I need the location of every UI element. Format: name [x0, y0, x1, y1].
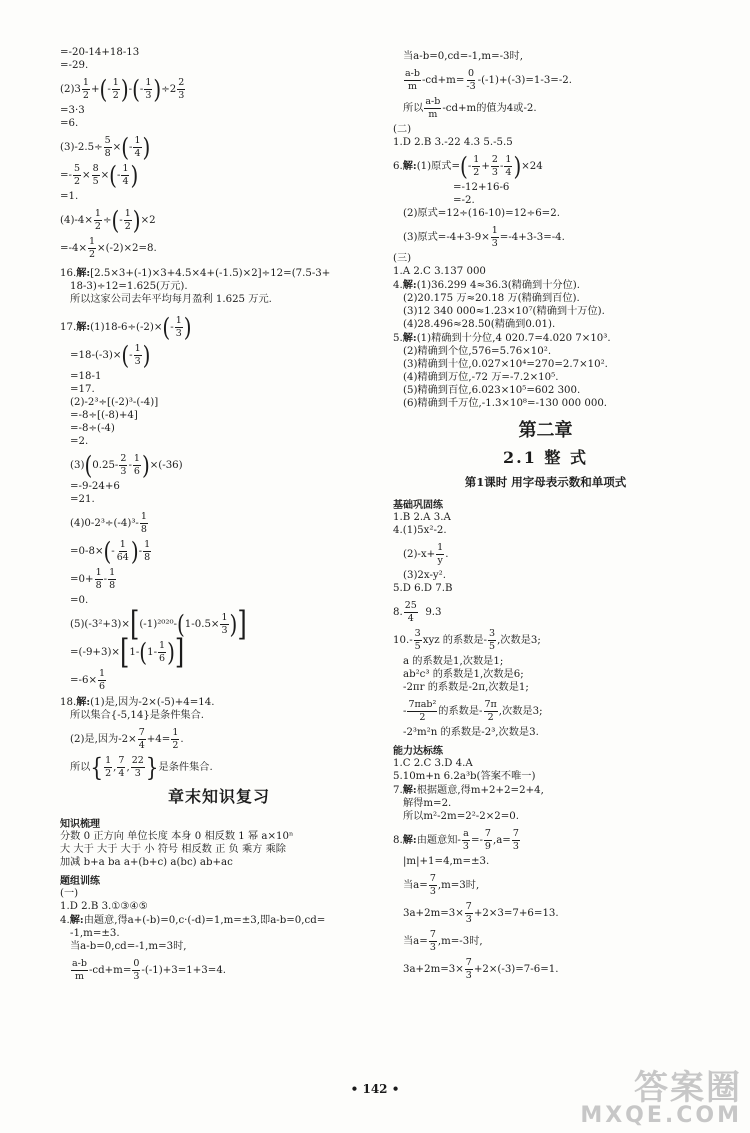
text: ×: [100, 170, 110, 181]
text: (1)是,因为-2×(-5)+4=14.: [90, 697, 215, 708]
text: -cd+m=: [421, 75, 465, 86]
solution-line: [393, 930, 698, 952]
solution-line: =1.: [60, 191, 79, 202]
text: -2.: [433, 525, 447, 536]
solution-line: =0.: [70, 595, 89, 606]
text: -: [103, 574, 108, 585]
page-number: • 142 •: [350, 1082, 400, 1096]
text: =-6×: [70, 675, 97, 686]
text: -: [129, 142, 133, 153]
solution-line: (4)-4× $\frac{1}{2}$ ÷(- $\frac{1}{2}$ )×2: [60, 205, 156, 235]
text: -: [170, 322, 174, 333]
solution-label: 解:: [402, 279, 417, 291]
solution-line: 所以m²-2m=2²-2×2=0.: [403, 811, 520, 822]
fraction: $\frac{1}{6}$: [99, 668, 106, 692]
solution-line: (2)是,因为-2× $\frac{7}{4}$ +4= $\frac{1}{2}$ .: [70, 727, 184, 751]
fraction: $\frac{1}{6}$: [133, 453, 140, 477]
solution-line: [60, 669, 378, 691]
solution-line: -2³m²n 的系数是-2³,次数是3.: [403, 727, 539, 738]
solution-line: [393, 902, 698, 924]
fraction: $\frac{1}{4}$: [505, 154, 512, 178]
text: ×: [112, 142, 122, 153]
section-heading: 2.1 整 式: [503, 448, 588, 467]
text: 1-: [129, 647, 140, 658]
group-label: (一): [60, 888, 79, 899]
solution-line: =-29.: [60, 60, 89, 71]
text: (1)原式=: [416, 161, 461, 172]
question-number: 16.: [60, 268, 77, 279]
solution-line: =-9-24+6: [70, 481, 120, 492]
question-6: 6.解:(1)原式=(- $\frac{1}{2}$ + $\frac{2}{3}$ - $\frac{1}{4}$ )×24: [393, 151, 543, 181]
solution-line: =3·3: [60, 105, 85, 116]
answer-line: 1.B 2.A 3.A: [393, 512, 451, 523]
fraction: $\frac{\text{7πab²}}{2}$: [408, 699, 437, 723]
solution-line: 当a-b=0,cd=-1,m=3时,: [70, 941, 187, 952]
solution-line: (5)(-3²+3)×[(-1)²⁰²⁰-(1-0.5× $\frac{1}{3}$ )]: [70, 604, 247, 644]
text: +2×3=7+6=13.: [473, 908, 559, 919]
text: ,a=: [492, 835, 511, 846]
solution-label: 解:: [76, 696, 91, 708]
fraction: $\frac{a-b}{m}$: [405, 68, 420, 92]
solution-line: (2)-2³÷[(-2)³-(-4)]: [70, 397, 159, 408]
fraction: $\frac{7\pi}{2}$: [484, 699, 497, 723]
fraction: $\frac{7}{3}$: [465, 957, 472, 981]
text: (-1)²⁰²⁰-: [139, 619, 177, 630]
text: [2.5×3+(-1)×3+4.5×4+(-1.5)×2]÷12=(7.5-3+: [90, 268, 331, 279]
fraction: $\frac{7}{3}$: [429, 873, 436, 897]
question-18: [60, 696, 378, 709]
watermark-text: 答案圈: [634, 1068, 742, 1108]
solution-label: 解:: [402, 784, 417, 796]
answer-line: [393, 525, 698, 537]
text: 由题意,得a+(-b)=0,c·(-d)=1,m=±3,即a-b=0,cd=: [83, 915, 326, 926]
fraction: $\frac{7}{4}$: [138, 727, 145, 751]
fraction: $\frac{1}{8}$: [109, 567, 116, 591]
right-column: [393, 50, 698, 985]
text: (3): [70, 460, 85, 471]
fraction: $\frac{0}{3}$: [133, 958, 140, 982]
text: (1)精确到十分位,4 020.7=4.020 7×10³.: [416, 333, 611, 344]
fraction: $\frac{7}{3}$: [465, 901, 472, 925]
solution-line: =- $\frac{5}{2}$ × $\frac{8}{5}$ ×(- $\frac{1}{4}$ ): [60, 160, 139, 190]
lesson-heading: 第1课时 用字母表示数和单项式: [464, 475, 627, 489]
fraction: $\frac{1}{6}$: [159, 640, 166, 664]
text: 0.25-: [92, 460, 119, 471]
solution-line: 所以{ $\frac{1}{2}$ , $\frac{7}{4}$ , $\frac{22}{3}$ }是条件集合.: [70, 752, 213, 782]
solution-line: =-8÷(-4): [70, 423, 115, 434]
fraction: $\frac{1}{8}$: [144, 539, 151, 563]
text: -: [403, 706, 407, 717]
fraction: $\frac{1}{3}$: [175, 315, 182, 339]
text: 1-0.5×: [184, 619, 220, 630]
solution-line: 18-3)÷12=1.625(万元).: [70, 281, 188, 292]
text: (5)(-3²+3)×: [70, 619, 130, 630]
watermark-logo: [580, 1068, 742, 1128]
text: ÷: [102, 215, 112, 226]
group-label: (三): [393, 253, 412, 264]
question-5: [393, 332, 698, 345]
solution-label: 解:: [76, 267, 91, 279]
answer-line: 1.D 2.B 3.-22 4.3 5.-5.5: [393, 137, 513, 148]
text: 当a=: [403, 936, 428, 947]
fraction: $\frac{3}{5}$: [414, 628, 421, 652]
fraction: $\frac{1}{64}$: [116, 539, 129, 563]
text: ,次数是3;: [498, 706, 543, 717]
answer-line: (3)2x-y².: [403, 570, 446, 581]
text: +: [481, 161, 490, 172]
solution-line: |m|+1=4,m=±3.: [403, 856, 490, 867]
question-number: 18.: [60, 697, 77, 708]
text: ,m=-3时,: [437, 936, 483, 947]
text: -(-1)+3=1+3=4.: [141, 965, 227, 976]
fraction: $\frac{2}{3}$: [178, 77, 185, 101]
review-heading: 章末知识复习: [167, 787, 270, 806]
watermark-url: MXQE.COM: [580, 1103, 742, 1128]
solution-line: =21.: [70, 494, 95, 505]
solution-line: [60, 959, 378, 981]
text: -cd+m=: [88, 965, 132, 976]
subsection-heading: 能力达标练: [393, 746, 443, 757]
answer-line: [393, 601, 698, 623]
text: =0-8×: [70, 546, 104, 557]
text: (3)-2.5÷: [60, 142, 103, 153]
text: (1)36.299 4≈36.3(精确到十分位).: [416, 280, 581, 291]
solution-line: (4)精确到万位,-72 万=-7.2×10⁵.: [403, 372, 559, 383]
question-number: 6.: [393, 161, 403, 172]
fraction: $\frac{0}{-3}$: [466, 68, 476, 92]
fraction: $\frac{a}{3}$: [462, 828, 469, 852]
text: xyz 的系数是-: [422, 635, 488, 646]
fraction: $\frac{a-b}{m}$: [425, 96, 441, 120]
fraction: $\frac{1}{2}$: [82, 77, 89, 101]
fraction: $\frac{25}{4}$: [404, 600, 417, 624]
text: 9.3: [425, 607, 442, 618]
solution-line: 当a-b=0,cd=-1,m=-3时,: [403, 51, 523, 62]
text: =-: [470, 835, 483, 846]
text: =-4+3-3=-4.: [499, 232, 565, 243]
text: =(-9+3)×: [70, 647, 120, 658]
solution-label: 解:: [402, 834, 417, 846]
fraction: $\frac{1}{3}$: [221, 612, 228, 636]
fraction: $\frac{1}{2}$: [94, 208, 101, 232]
fraction: $\frac{2}{3}$: [120, 453, 127, 477]
question-4: [393, 279, 698, 292]
text: (4)0-2³÷(-4)³-: [70, 518, 139, 529]
text: 当a=: [403, 880, 428, 891]
solution-line: (2)3 $\frac{1}{2}$ +(- $\frac{1}{2}$ )-(- $\frac{1}{3}$ )÷2 $\frac{2}{3}$: [60, 74, 185, 104]
solution-line: =-20-14+18-13: [60, 47, 140, 58]
fraction: $\frac{a-b}{m}$: [72, 958, 87, 982]
subsection-heading: 题组训练: [60, 876, 100, 887]
fraction: $\frac{5}{8}$: [104, 135, 111, 159]
fraction: $\frac{1}{8}$: [95, 567, 102, 591]
question-number: 5.: [393, 333, 403, 344]
solution-line: [60, 512, 378, 534]
text: 8.: [393, 607, 403, 618]
solution-line: 所以集合{-5,14}是条件集合.: [70, 710, 205, 721]
question-17: 17.解:(1)18-6÷(-2)×(- $\frac{1}{3}$ ): [60, 312, 192, 342]
fraction: $\frac{1}{2}$: [124, 208, 131, 232]
text: ,: [126, 762, 130, 773]
solution-line: [393, 700, 698, 722]
fraction: $\frac{1}{4}$: [122, 163, 129, 187]
text: (3)原式=-4+3-9×: [403, 232, 490, 243]
chapter-heading: 第二章: [518, 420, 573, 441]
fraction: $\frac{5}{2}$: [73, 163, 81, 187]
solution-label: 解:: [69, 914, 84, 926]
solution-label: 解:: [76, 321, 91, 333]
fraction: $\frac{3}{5}$: [489, 628, 496, 652]
text: =0+: [70, 574, 94, 585]
text: ²: [429, 525, 434, 536]
text: ×: [82, 170, 91, 181]
text: (2)3: [60, 84, 81, 95]
solution-line: =0-8×(- $\frac{1}{64}$ )- $\frac{1}{8}$: [70, 536, 151, 566]
solution-line: =-8÷[(-8)+4]: [70, 410, 138, 421]
question-4: [60, 914, 378, 927]
text: -: [129, 350, 133, 361]
fraction: $\frac{1}{3}$: [134, 343, 141, 367]
text: (2)-x+: [403, 549, 436, 560]
text: -: [111, 546, 115, 557]
text: -: [119, 215, 123, 226]
subsection-heading: 知识梳理: [60, 819, 100, 830]
solution-line: [60, 237, 378, 259]
solution-line: (5)精确到百位,6.023×10⁵=602 300.: [403, 385, 581, 396]
fraction: $\frac{7}{3}$: [512, 828, 519, 852]
text: ,m=3时,: [437, 880, 480, 891]
text: 1-: [147, 647, 158, 658]
fraction: $\frac{1}{2}$: [473, 154, 480, 178]
text: -: [128, 84, 133, 95]
text: ×2: [140, 215, 156, 226]
solution-line: [393, 958, 698, 980]
solution-line: [393, 69, 698, 91]
solution-line: (2)20.175 万≈20.18 万(精确到百位).: [403, 293, 580, 304]
fraction: $\frac{1}{3}$: [491, 225, 498, 249]
text: 3a+2m=3×: [403, 964, 464, 975]
solution-line: =-12+16-6: [453, 182, 510, 193]
question-number: 4.: [393, 280, 403, 291]
text: ×(-36): [149, 460, 183, 471]
question-10: [393, 629, 698, 651]
fraction: $\frac{1}{y}$: [437, 542, 444, 566]
text: ,: [113, 762, 117, 773]
solution-line: [393, 97, 698, 119]
fraction: $\frac{7}{9}$: [484, 828, 491, 852]
solution-line: [393, 874, 698, 896]
solution-line: a 的系数是1,次数是1;: [403, 656, 504, 667]
solution-line: (4)28.496≈28.50(精确到0.01).: [403, 319, 556, 330]
solution-line: (2)原式=12÷(16-10)=12÷6=2.: [403, 208, 560, 219]
text: 所以: [403, 103, 424, 114]
fraction: $\frac{1}{3}$: [145, 77, 152, 101]
solution-label: 解:: [402, 332, 417, 344]
solution-line: (3)精确到十位,0.027×10⁴=270=2.7×10².: [403, 359, 608, 370]
text: 是条件集合.: [158, 762, 213, 773]
summary-line: 分数 0 正方向 单位长度 本身 0 相反数 1 幂 a×10ⁿ: [60, 831, 294, 842]
answer-line: 1.A 2.C 3.137 000: [393, 266, 486, 277]
summary-line: 加减 b+a ba a+(b+c) a(bc) ab+ac: [60, 857, 233, 868]
solution-line: (6)精确到千万位,-1.3×10⁸=-130 000 000.: [403, 398, 608, 409]
solution-line: [60, 568, 378, 590]
text: -: [499, 161, 504, 172]
solution-line: =(-9+3)×[1-(1- $\frac{1}{6}$ )]: [70, 632, 185, 672]
solution-line: 解得m=2.: [403, 798, 452, 809]
fraction: $\frac{8}{5}$: [92, 163, 99, 187]
text: +4=: [146, 734, 171, 745]
question-7: [393, 784, 698, 797]
solution-line: 所以这家公司去年平均每月盈利 1.625 万元.: [70, 294, 272, 305]
text: =18-(-3)×: [70, 350, 122, 361]
text: 由题意知-: [416, 835, 461, 846]
text: 4.(1)5x: [393, 525, 430, 536]
fraction: $\frac{2}{3}$: [491, 154, 498, 178]
answer-line: 1.D 2.B 3.①③④⑤: [60, 901, 148, 912]
answer-line: 5.10m+n 6.2a³b(答案不唯一): [393, 771, 536, 782]
solution-line: =-2.: [453, 195, 475, 206]
fraction: $\frac{1}{8}$: [140, 511, 147, 535]
question-8: [393, 829, 698, 851]
solution-label: 解:: [402, 160, 417, 172]
text: ×(-2)×2=8.: [97, 243, 157, 254]
solution-line: (3)12 340 000≈1.23×10⁷(精确到十万位).: [403, 306, 605, 317]
text: ×24: [521, 161, 543, 172]
text: (4)-4×: [60, 215, 93, 226]
left-column: [60, 46, 378, 986]
fraction: $\frac{7}{4}$: [118, 755, 125, 779]
fraction: $\frac{1}{4}$: [134, 135, 141, 159]
text: -(-1)+(-3)=1-3=-2.: [477, 75, 573, 86]
text: -: [116, 170, 121, 181]
text: (1)18-6÷(-2)×: [90, 322, 163, 333]
fraction: $\frac{1}{2}$: [172, 727, 179, 751]
text: -: [128, 460, 132, 471]
solution-line: =17.: [70, 384, 95, 395]
answer-line: (2)-x+ $\frac{1}{y}$ .: [403, 542, 449, 566]
solution-line: =2.: [70, 436, 89, 447]
text: =-: [60, 170, 72, 181]
text: ÷2: [161, 84, 177, 95]
text: 10.-: [393, 635, 413, 646]
text: 所以: [70, 762, 91, 773]
question-number: 8.: [393, 835, 403, 846]
solution-line: =18-(-3)×(- $\frac{1}{3}$ ): [70, 340, 151, 370]
question-number: 4.: [60, 915, 70, 926]
fraction: $\frac{22}{3}$: [131, 755, 144, 779]
text: -: [467, 161, 472, 172]
text: +: [90, 84, 100, 95]
solution-line: ab²c³ 的系数是1,次数是6;: [403, 669, 524, 680]
text: -cd+m的值为4或-2.: [442, 103, 537, 114]
text: -: [107, 84, 111, 95]
answer-line: 1.C 2.C 3.D 4.A: [393, 758, 473, 769]
group-label: (二): [393, 124, 412, 135]
fraction: $\frac{1}{2}$: [105, 755, 112, 779]
summary-line: 大 大于 大于 大于 小 符号 相反数 正 负 乘方 乘除: [60, 844, 286, 855]
answer-line: 5.D 6.D 7.B: [393, 583, 453, 594]
text: 根据题意,得m+2+2=2+4,: [416, 785, 544, 796]
text: 的系数是-: [438, 706, 483, 717]
text: (2)是,因为-2×: [70, 734, 137, 745]
solution-line: -1,m=±3.: [70, 928, 120, 939]
question-number: 7.: [393, 785, 403, 796]
fraction: $\frac{7}{3}$: [429, 929, 436, 953]
question-16: [60, 267, 378, 280]
solution-line: (2)精确到个位,576=5.76×10².: [403, 346, 552, 357]
question-number: 17.: [60, 322, 77, 333]
text: -: [138, 546, 143, 557]
text: 3a+2m=3×: [403, 908, 464, 919]
text: =-4×: [60, 243, 87, 254]
text: ,次数是3;: [497, 635, 541, 646]
solution-line: =6.: [60, 118, 79, 129]
solution-line: =18-1: [70, 371, 102, 382]
solution-line: -2πr 的系数是-2π,次数是1;: [403, 682, 529, 693]
fraction: $\frac{1}{2}$: [89, 236, 96, 260]
solution-line: [393, 226, 698, 248]
solution-line: (3)-2.5÷ $\frac{5}{8}$ ×(- $\frac{1}{4}$ ): [60, 132, 151, 162]
solution-line: (3)(0.25- $\frac{2}{3}$ - $\frac{1}{6}$ )×(-36): [70, 450, 183, 480]
fraction: $\frac{1}{2}$: [112, 77, 119, 101]
text: +2×(-3)=7-6=1.: [473, 964, 559, 975]
subsection-heading: 基础巩固练: [393, 500, 443, 511]
